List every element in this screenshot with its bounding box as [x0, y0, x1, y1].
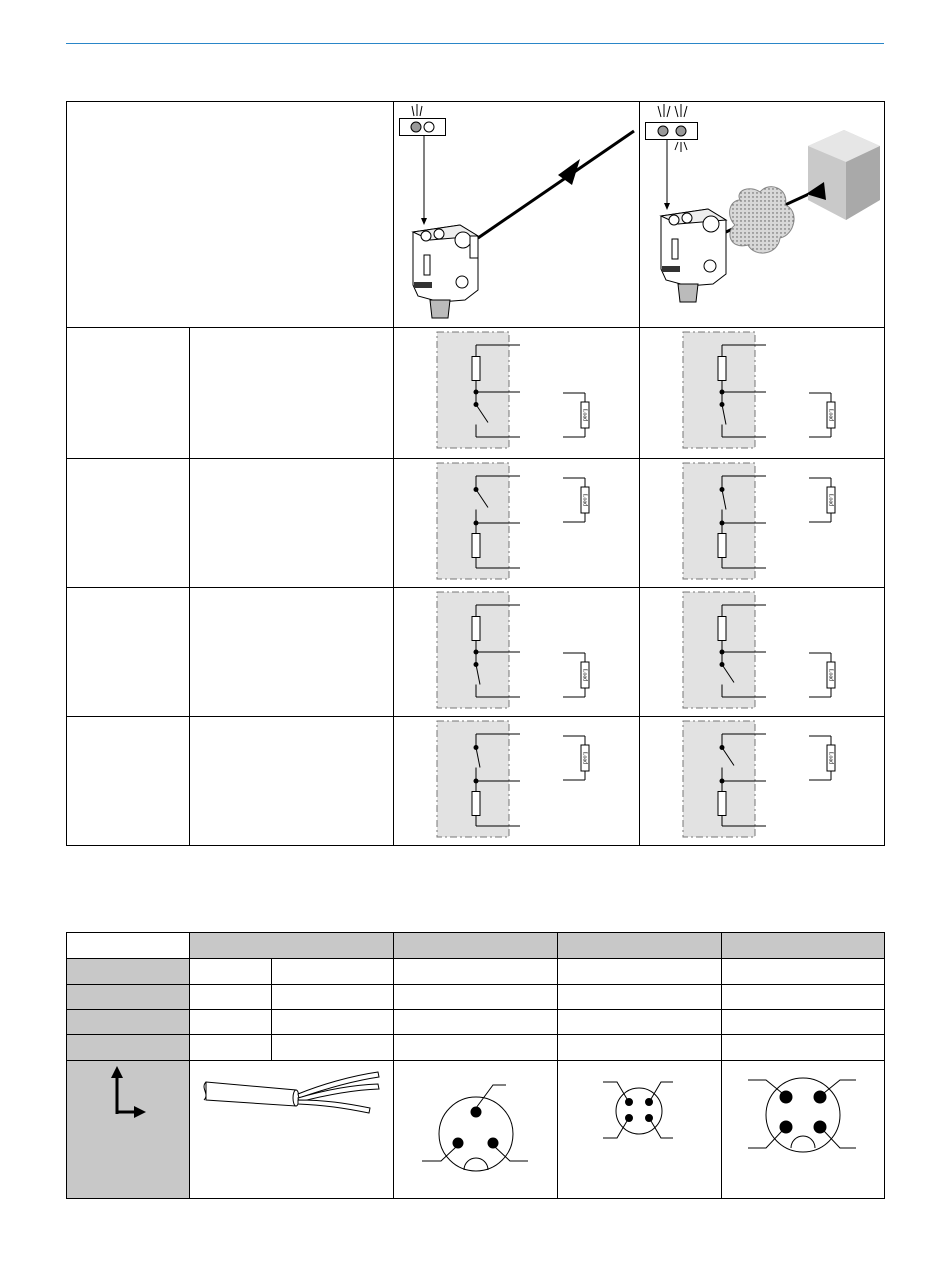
load-label: Load [581, 408, 588, 422]
circuit-row3-right [683, 592, 835, 708]
axis-icon [111, 1066, 146, 1118]
sensor-object-illustration [646, 104, 881, 302]
load-label: Load [581, 751, 588, 765]
circuit-row4-right [683, 721, 835, 837]
cable-icon [204, 1072, 379, 1113]
circuit-row2-left [437, 463, 589, 579]
circuit-row3-left [437, 592, 589, 708]
load-label: Load [581, 493, 588, 507]
circuit-row1-left [437, 332, 589, 448]
connection-table-fills [67, 933, 885, 1199]
circuit-diagrams [437, 332, 835, 837]
m8-4pin-connector-icon [603, 1082, 673, 1138]
connection-table-grid [67, 933, 885, 1199]
circuit-row4-left [437, 721, 589, 837]
load-label: Load [827, 408, 834, 422]
m8-3pin-connector-icon [422, 1085, 528, 1171]
sensor-clear-illustration [400, 104, 635, 318]
load-label: Load [827, 668, 834, 682]
load-label: Load [827, 493, 834, 507]
load-label: Load [581, 668, 588, 682]
load-label: Load [827, 751, 834, 765]
circuit-row2-right [683, 463, 835, 579]
circuit-row1-right [683, 332, 835, 448]
m12-4pin-connector-icon [748, 1078, 856, 1152]
